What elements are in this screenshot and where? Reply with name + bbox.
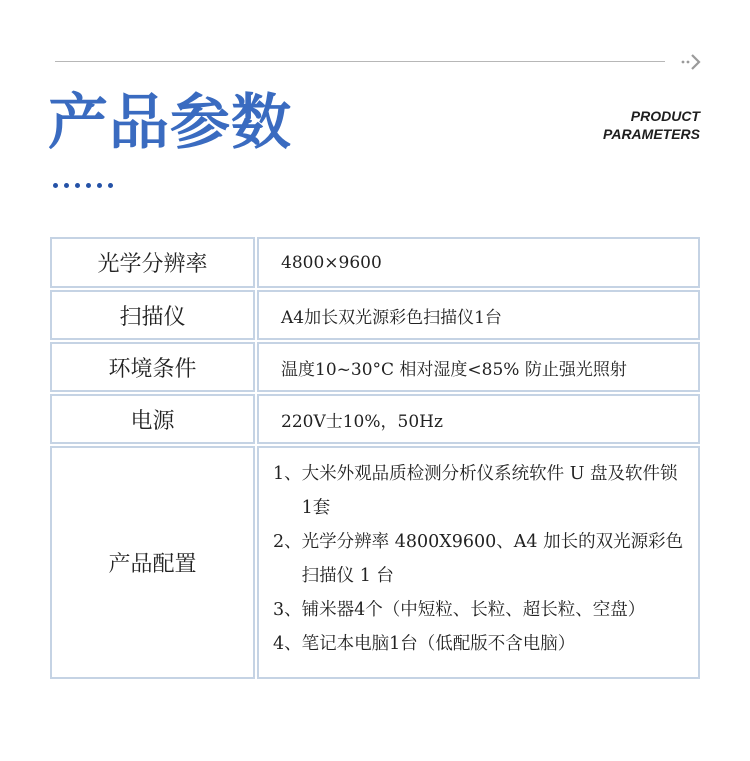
config-list xyxy=(257,446,700,679)
list-item xyxy=(273,525,688,593)
spec-row-power xyxy=(50,394,700,444)
spec-value: 4800×9600 xyxy=(257,237,700,288)
list-item xyxy=(273,457,688,525)
list-item-text: 大米外观品质检测分析仪系统软件 U 盘及软件锁 1套 xyxy=(301,464,678,518)
dot xyxy=(86,183,91,188)
list-item xyxy=(273,627,688,661)
list-item-text: 铺米器4个（中短粒、长粒、超长粒、空盘） xyxy=(301,600,646,620)
spec-label: 电源 xyxy=(50,394,255,444)
spec-label: 产品配置 xyxy=(50,446,255,679)
subtitle-line-2: PARAMETERS xyxy=(603,126,700,142)
spec-label: 环境条件 xyxy=(50,342,255,392)
chevron-right-icon xyxy=(680,52,704,72)
dot xyxy=(97,183,102,188)
spec-value: 温度10~30°C 相对湿度<85% 防止强光照射 xyxy=(257,342,700,392)
list-item-number: 2、 xyxy=(273,532,302,552)
spec-value: A4加长双光源彩色扫描仪1台 xyxy=(257,290,700,340)
spec-label: 光学分辨率 xyxy=(50,237,255,288)
spec-value: 220V士10%，50Hz xyxy=(257,394,700,444)
dot xyxy=(75,183,80,188)
list-item-number: 3、 xyxy=(273,600,302,620)
list-item-number: 1、 xyxy=(273,464,302,484)
subtitle-line-1: PRODUCT xyxy=(630,108,700,124)
page-subtitle xyxy=(500,107,700,143)
spec-row-resolution xyxy=(50,237,700,288)
spec-row-config xyxy=(50,446,700,679)
page-title: 产品参数 xyxy=(48,88,292,158)
list-item-text: 光学分辨率 4800X9600、A4 加长的双光源彩色扫描仪 1 台 xyxy=(301,532,684,586)
dot xyxy=(108,183,113,188)
dot xyxy=(64,183,69,188)
spec-row-environment xyxy=(50,342,700,392)
top-divider xyxy=(55,61,665,62)
decorative-dots xyxy=(53,183,113,188)
spec-label: 扫描仪 xyxy=(50,290,255,340)
list-item-text: 笔记本电脑1台（低配版不含电脑） xyxy=(301,634,576,654)
dot xyxy=(53,183,58,188)
list-item xyxy=(273,593,688,627)
list-item-number: 4、 xyxy=(273,634,302,654)
spec-row-scanner xyxy=(50,290,700,340)
